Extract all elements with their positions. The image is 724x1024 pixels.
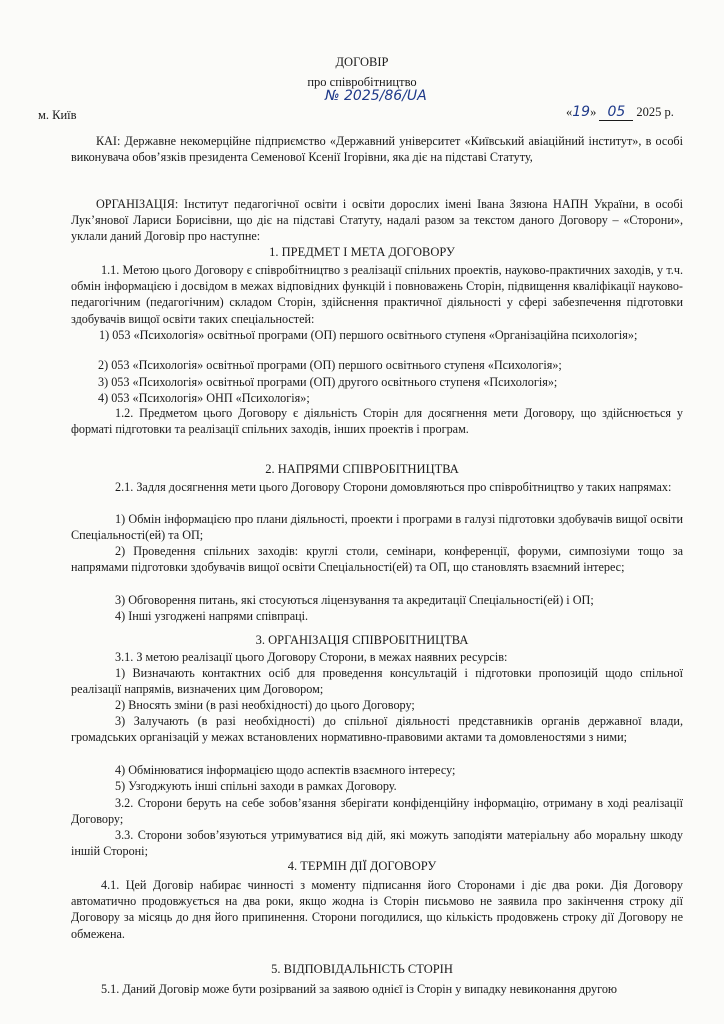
clause-1-1-item-4: 4) 053 «Психологія» ОНП «Психологія»; [98,391,310,405]
contract-date: «19» 05 2025 р. [566,104,674,120]
handwritten-contract-number: № 2025/86/UA [325,88,427,104]
clause-2-1-item-2: 2) Проведення спільних заходів: круглі столи, семінари, конференції, форуми, симпозіуми тощо за напрямами підготовки здобувачів вищої освіти Спеціальності(ей) та ОП, що становлять взаємний інтерес; [71,544,683,575]
date-month: 05 [599,104,633,121]
date-day: 19 [572,104,591,120]
section-4-heading: 4. ТЕРМІН ДІЇ ДОГОВОРУ [287,859,437,873]
clause-3-1-item-4: 4) Обмінюватися інформацією щодо аспектів взаємного інтересу; [115,763,456,777]
clause-1-1-item-1: 1) 053 «Психологія» освітньої програми (ОП) першого освітнього ступеня «Організаційна психологія»; [99,328,638,342]
section-5-heading: 5. ВІДПОВІДАЛЬНІСТЬ СТОРІН [271,962,453,976]
party-kai-paragraph: КАІ: Державне некомерційне підприємство «Державний університет «Київський авіаційний інститут», в особі виконувача обов’язків президента Семенової Ксенії Ігорівни, яка діє на підставі Статуту, [71,134,683,165]
clause-3-1-item-3: 3) Залучають (в разі необхідності) до спільної діяльності представників органів державної влади, громадських організацій у межах встановлених нормативно-правовими актами та домовленостями з ними; [71,714,683,745]
clause-1-2: 1.2. Предметом цього Договору є діяльність Сторін для досягнення мети Договору, що здійснюється у форматі підготовки та реалізації спільних заходів, інших проектів і програм. [71,406,683,437]
clause-3-1-item-2: 2) Вносять зміни (в разі необхідності) до цього Договору; [115,698,415,712]
clause-1-1: 1.1. Метою цього Договору є співробітництво з реалізації спільних проектів, науково-практичних заходів, у т.ч. обмін інформацією і досвідом в межах відповідних функцій і повноважень Сторін, підвищення кваліфікації науково-педагогічним (педагогічним) складом Сторін, здійснення практичної діяльності у сфері забезпечення підготовки здобувачів вищої освіти таких спеціальностей: [71,263,683,326]
clause-1-1-item-2: 2) 053 «Психологія» освітньої програми (ОП) першого освітнього ступеня «Психологія»; [98,358,562,372]
clause-3-1: 3.1. З метою реалізації цього Договору Сторони, в межах наявних ресурсів: [115,650,508,664]
clause-3-3: 3.3. Сторони зобов’язуються утримуватися від дій, які можуть заподіяти матеріальну або моральну шкоду іншій Стороні; [71,828,683,859]
clause-2-1: 2.1. Задля досягнення мети цього Договору Сторони домовляються про співробітництво у таких напрямах: [115,480,672,494]
city-label: м. Київ [38,108,77,122]
clause-3-2: 3.2. Сторони беруть на себе зобов’язання зберігати конфіденційну інформацію, отриману в ході реалізації Договору; [71,796,683,827]
clause-2-1-item-3: 3) Обговорення питань, які стосуються ліцензування та акредитації Спеціальності(ей) і ОП; [115,593,594,607]
date-year: 2025 р. [636,105,674,119]
section-3-heading: 3. ОРГАНІЗАЦІЯ СПІВРОБІТНИЦТВА [255,633,469,647]
clause-3-1-item-5: 5) Узгоджують інші спільні заходи в рамках Договору. [115,779,397,793]
clause-2-1-item-1: 1) Обмін інформацією про плани діяльності, проекти і програми в галузі підготовки здобувачів вищої освіти Спеціальності(ей) та ОП; [71,512,683,543]
section-2-heading: 2. НАПРЯМИ СПІВРОБІТНИЦТВА [265,462,459,476]
contract-title: ДОГОВІР [335,55,389,69]
clause-4-1: 4.1. Цей Договір набирає чинності з моменту підписання його Сторонами і діє два роки. Дія Договору автоматично продовжується на два роки, якщо жодна із Сторін письмово не заявила про закінчення строку дії Договору за місяць до дня його припинення. Сторони погодилися, що кількість продовжень строку дії Договору не обмежена. [71,878,683,941]
clause-1-1-item-3: 3) 053 «Психологія» освітньої програми (ОП) другого освітнього ступеня «Психологія»; [98,375,558,389]
clause-5-1: 5.1. Даний Договір може бути розірваний за заявою однієї із Сторін у випадку невиконання другою [101,982,618,996]
section-1-heading: 1. ПРЕДМЕТ І МЕТА ДОГОВОРУ [269,245,455,259]
contract-subtitle: про співробітництво [307,75,417,89]
clause-3-1-item-1: 1) Визначають контактних осіб для проведення консультацій і підготовки пропозицій щодо спільної реалізації напрямів, визначених цим Договором; [71,666,683,697]
clause-2-1-item-4: 4) Інші узгоджені напрями співпраці. [115,609,309,623]
party-organization-paragraph: ОРГАНІЗАЦІЯ: Інститут педагогічної освіти і освіти дорослих імені Івана Зязюна НАПН України, в особі Лук’янової Лариси Борисівни, що діє на підставі Статуту, надалі разом за текстом даного Договору – «Сторони», уклали даний Договір про наступне: [71,197,683,244]
